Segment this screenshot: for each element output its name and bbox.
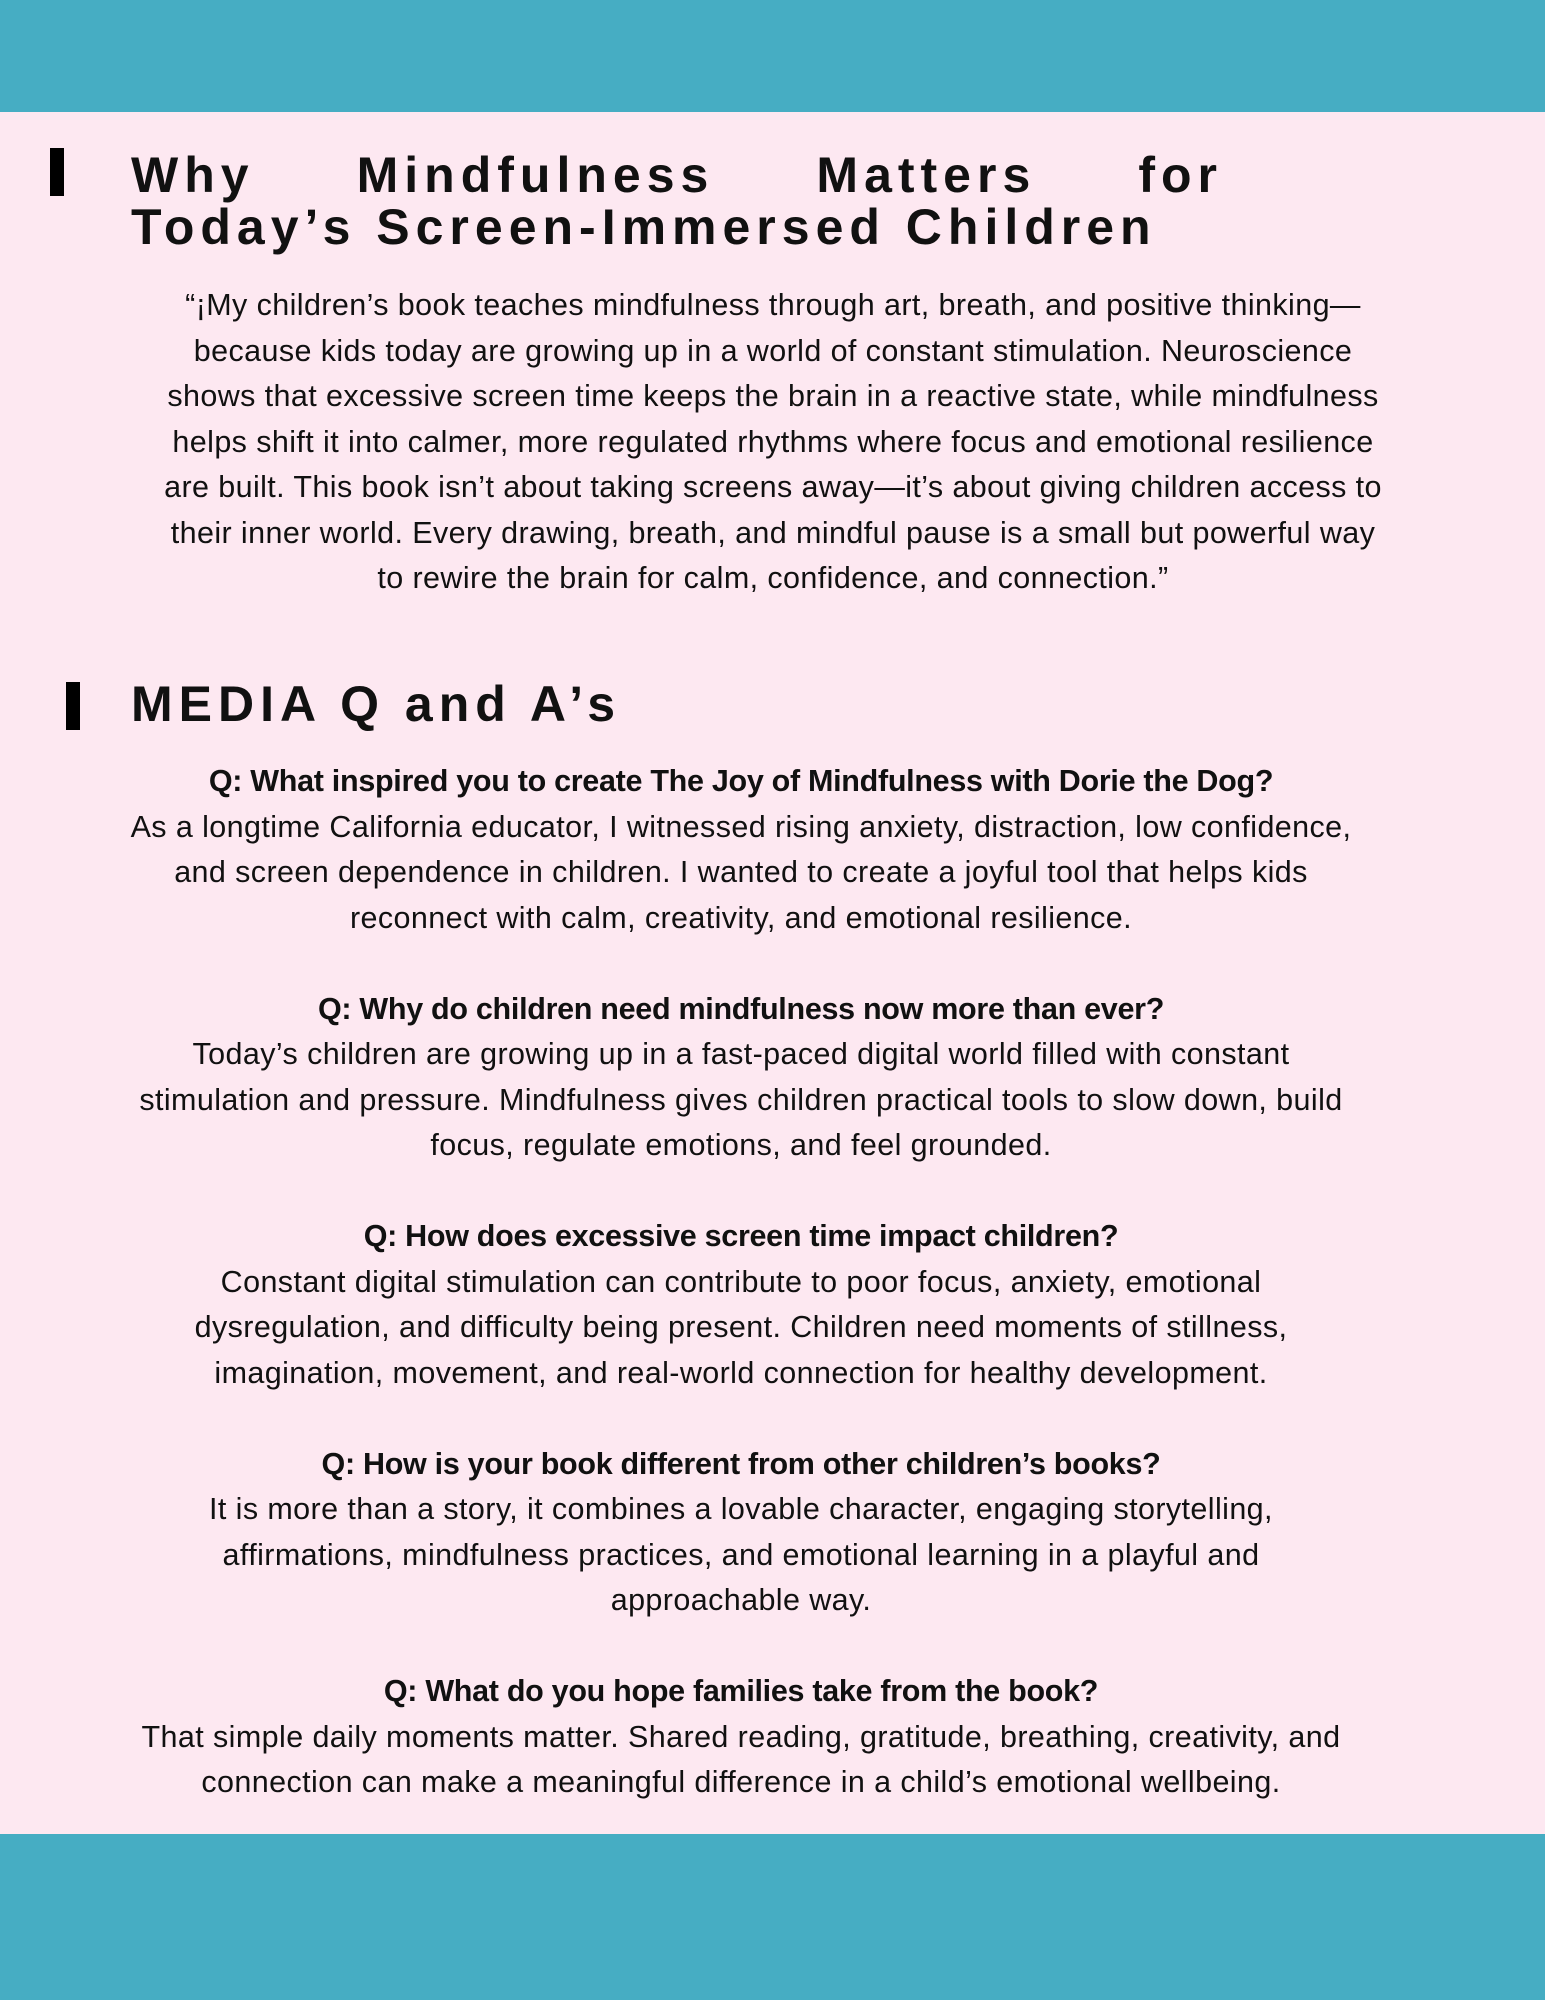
question: Q: What inspired you to create The Joy of Mindfulness with Dorie the Dog? xyxy=(208,764,1274,798)
author-quote xyxy=(50,283,1496,602)
qa-item xyxy=(10,1214,1472,1396)
question: Q: How is your book different from other children’s books? xyxy=(321,1446,1161,1481)
bottom-banner xyxy=(0,1834,1545,2000)
title-accent-bar xyxy=(50,148,64,196)
title-line-1: Why Mindfulness Matters for xyxy=(131,147,1223,203)
title-line-2: Today’s Screen-Immersed Children xyxy=(131,199,1157,255)
qa-item xyxy=(10,759,1472,941)
answer-line: dysregulation, and difficulty being present. Children need moments of stillness, xyxy=(194,1310,1288,1344)
answer-line: stimulation and pressure. Mindfulness gives children practical tools to slow down, build xyxy=(139,1082,1343,1117)
answer-line: focus, regulate emotions, and feel grounded. xyxy=(430,1128,1052,1162)
answer-line: Constant digital stimulation can contribute to poor focus, anxiety, emotional xyxy=(220,1264,1262,1299)
answer-line: That simple daily moments matter. Shared reading, gratitude, breathing, creativity, and xyxy=(141,1719,1341,1754)
quote-line: because kids today are growing up in a world of constant stimulation. Neuroscience xyxy=(193,333,1353,368)
quote-line: to rewire the brain for calm, confidence, and connection.” xyxy=(377,561,1169,595)
top-banner xyxy=(0,0,1545,112)
quote-line: helps shift it into calmer, more regulated rhythms where focus and emotional resilience xyxy=(172,424,1374,459)
quote-line: “¡My children’s book teaches mindfulness through art, breath, and positive thinking— xyxy=(185,288,1361,322)
answer-line: Today’s children are growing up in a fast-paced digital world filled with constant xyxy=(192,1037,1290,1071)
question: Q: Why do children need mindfulness now more than ever? xyxy=(317,991,1165,1026)
media-heading: MEDIA Q and A’s xyxy=(131,676,622,732)
qa-list xyxy=(10,759,1472,1851)
quote-line: shows that excessive screen time keeps the brain in a reactive state, while mindfulness xyxy=(167,379,1379,413)
quote-line: are built. This book isn’t about taking screens away—it’s about giving children access to xyxy=(164,470,1382,504)
qa-item xyxy=(10,1669,1472,1806)
answer-line: connection can make a meaningful difference in a child’s emotional wellbeing. xyxy=(201,1765,1281,1799)
page-title xyxy=(131,149,1223,253)
answer-line: affirmations, mindfulness practices, and emotional learning in a playful and xyxy=(222,1537,1260,1572)
quote-line: their inner world. Every drawing, breath, and mindful pause is a small but powerful way xyxy=(170,515,1376,550)
answer-line: imagination, movement, and real-world connection for healthy development. xyxy=(214,1355,1268,1390)
media-accent-bar xyxy=(66,682,80,730)
answer-line: and screen dependence in children. I wanted to create a joyful tool that helps kids xyxy=(174,855,1308,889)
question: Q: How does excessive screen time impact children? xyxy=(363,1219,1119,1253)
question: Q: What do you hope families take from the book? xyxy=(383,1674,1099,1708)
answer-line: reconnect with calm, creativity, and emotional resilience. xyxy=(349,900,1133,935)
qa-item xyxy=(10,987,1472,1169)
answer-line: approachable way. xyxy=(610,1583,872,1617)
answer-line: As a longtime California educator, I witnessed rising anxiety, distraction, low confidence, xyxy=(130,809,1352,844)
answer-line: It is more than a story, it combines a lovable character, engaging storytelling, xyxy=(209,1492,1273,1526)
qa-item xyxy=(10,1442,1472,1624)
